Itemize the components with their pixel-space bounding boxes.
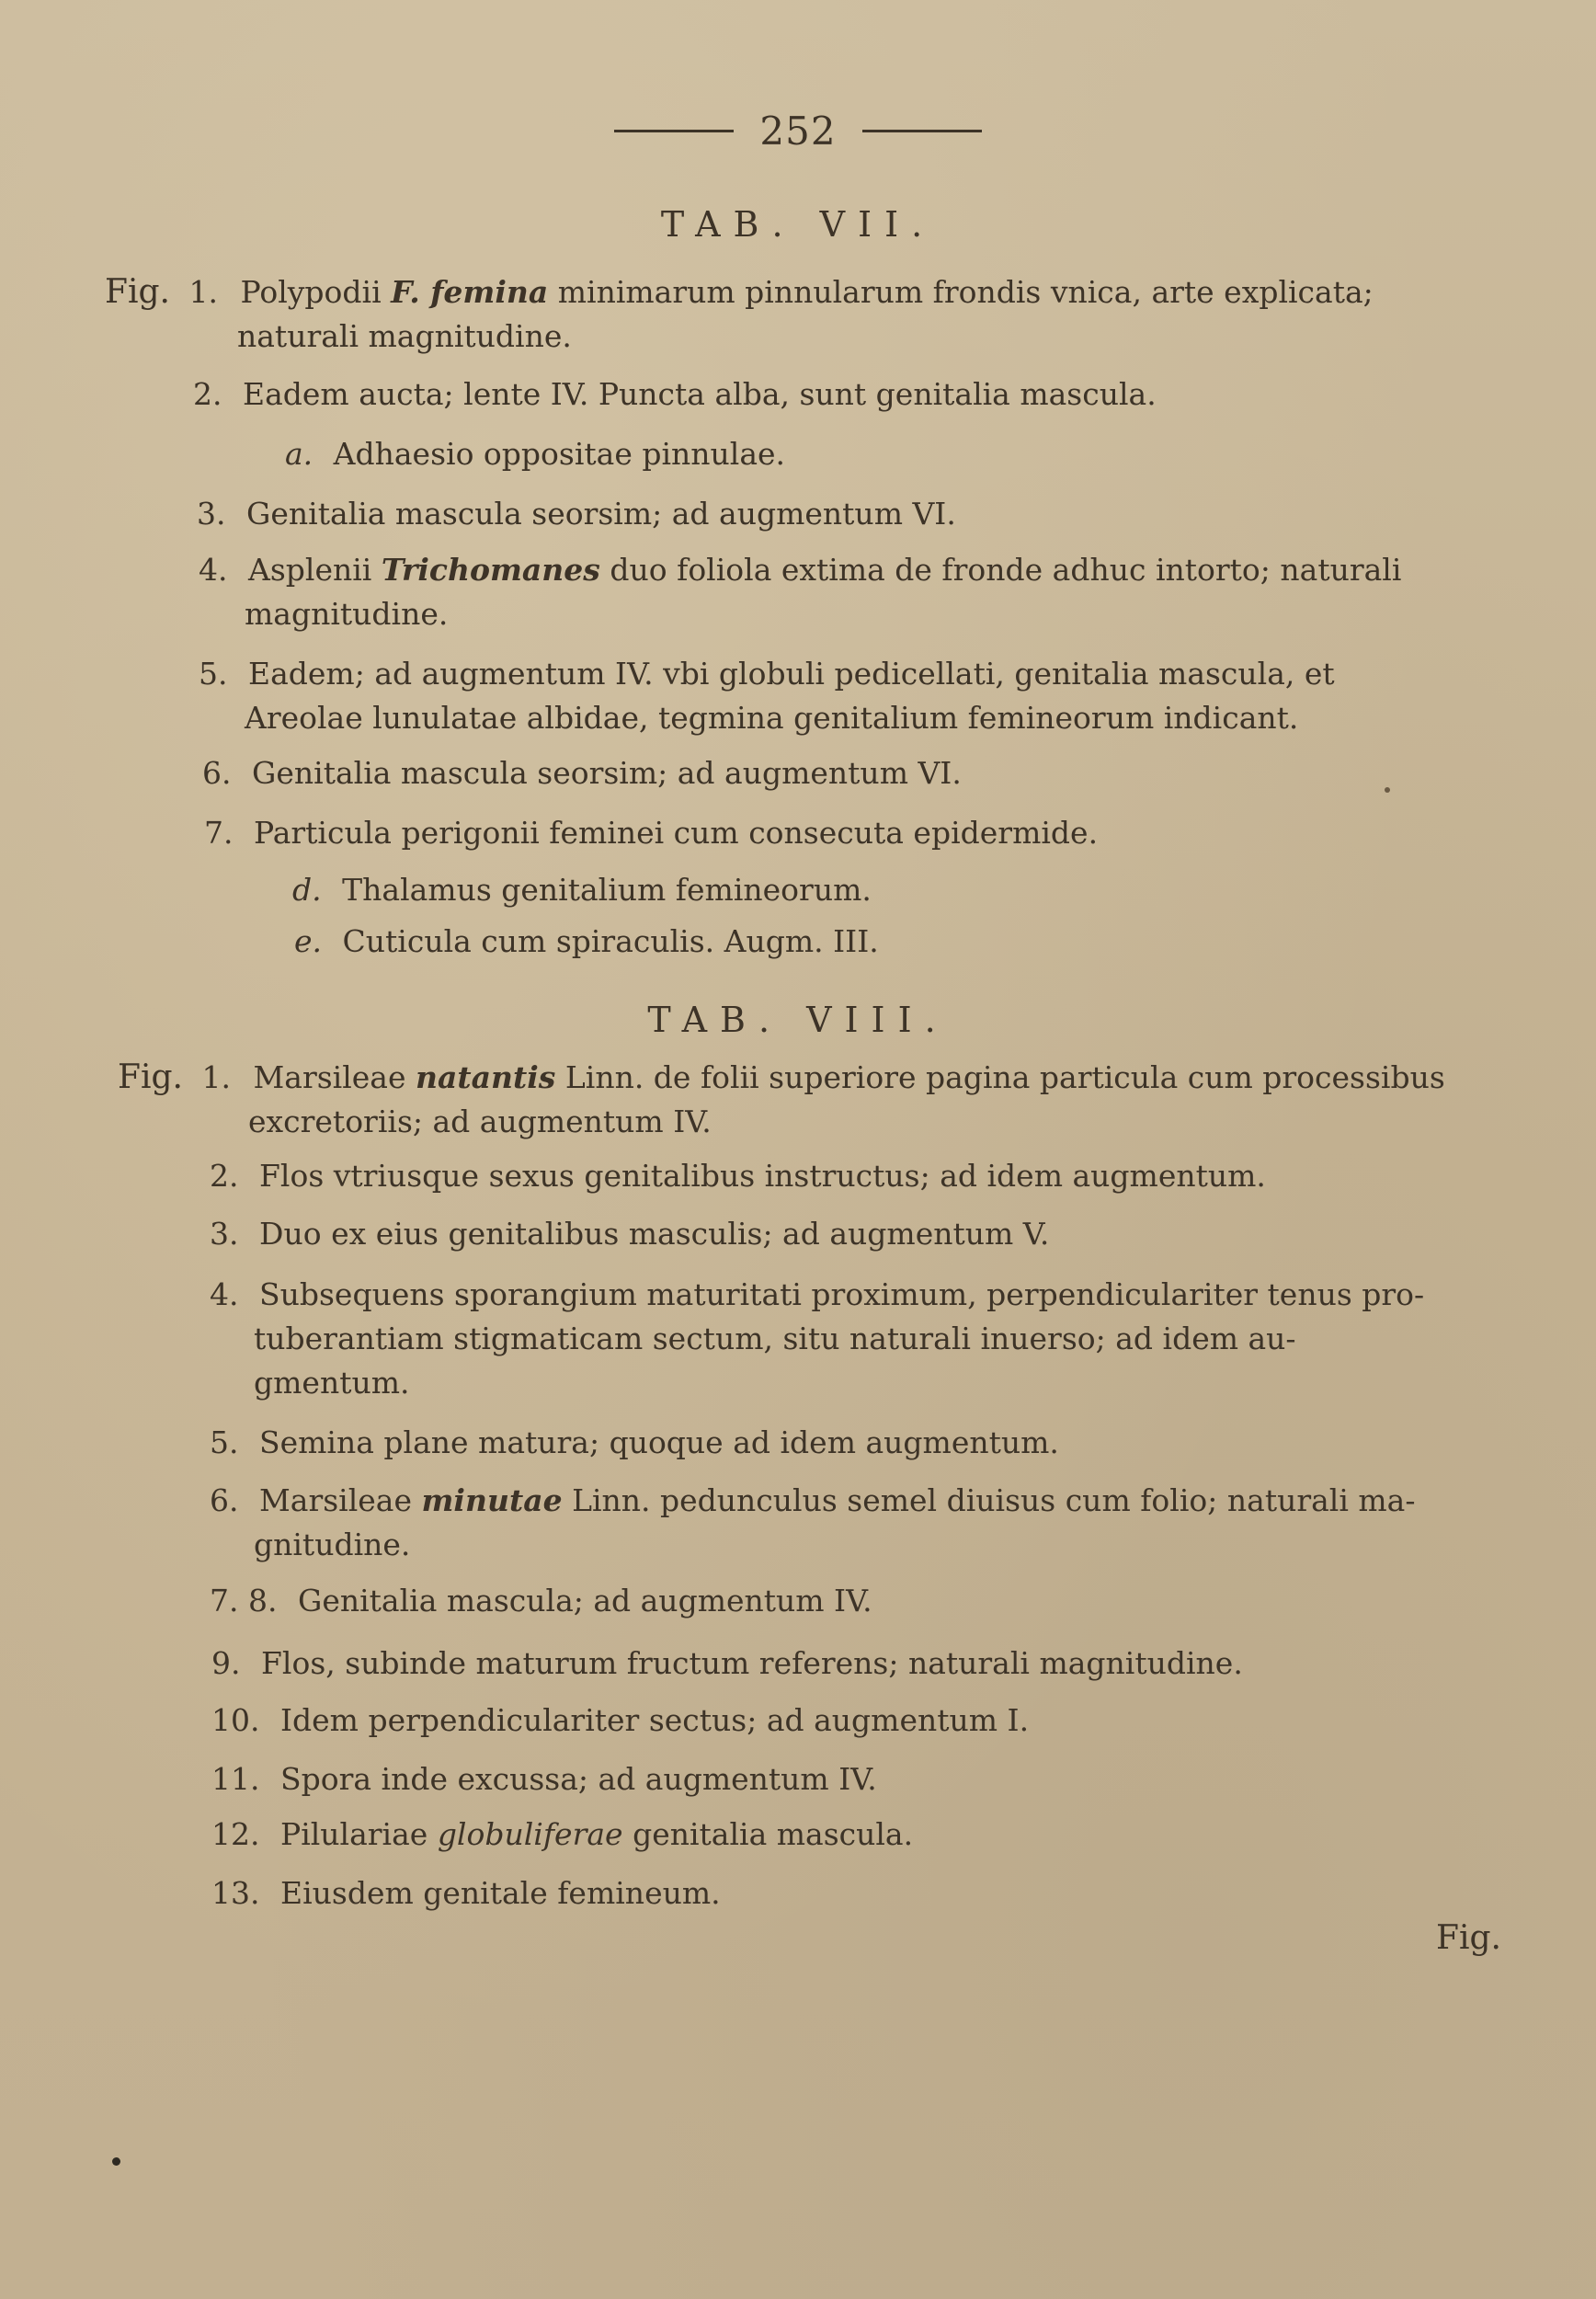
tab8-fig-12: 12. Pilulariae globuliferae genitalia mascula. [211, 1816, 914, 1852]
tab8-fig-13: 13. Eiusdem genitale femineum. [211, 1875, 721, 1911]
tab8-fig-4: 4. Subsequens sporangium maturitati proximum, perpendiculariter tenus pro- tuberantiam stigmaticam sectum, situ naturali inuerso; ad idem au- gmentum. [210, 1276, 1425, 1401]
tab8-fig-2: 2. Flos vtriusque sexus genitalibus instructus; ad idem augmentum. [210, 1158, 1266, 1194]
right-rule [862, 130, 982, 132]
ink-speck [1385, 787, 1390, 793]
tab7-fig-2: 2. Eadem aucta; lente IV. Puncta alba, sunt genitalia mascula. [193, 376, 1157, 412]
tab-vii-heading: TAB. VII. [660, 204, 936, 245]
tab8-fig-6: 6. Marsileae minutae Linn. pedunculus semel diuisus cum folio; naturali ma- gnitudine. [210, 1482, 1416, 1562]
tab7-fig-6: 6. Genitalia mascula seorsim; ad augmentum VI. [202, 755, 962, 791]
ink-spot [112, 2157, 120, 2166]
tab7-fig-4: 4. Asplenii Trichomanes duo foliola extima de fronde adhuc intorto; naturali magnitudine. [199, 552, 1402, 632]
tab8-fig-1: Fig. 1. Marsileae natantis Linn. de folii superiore pagina particula cum processibus excretoriis; ad augmentum IV. [118, 1058, 1445, 1139]
tab7-fig-7: 7. Particula perigonii feminei cum consecuta epidermide. [204, 815, 1099, 851]
tab7-fig-3: 3. Genitalia mascula seorsim; ad augmentum VI. [197, 496, 956, 532]
tab7-fig-5: 5. Eadem; ad augmentum IV. vbi globuli pedicellati, genitalia mascula, et Areolae lunulatae albidae, tegmina genitalium femineorum indicant. [199, 656, 1335, 736]
tab8-fig-9: 9. Flos, subinde maturum fructum referens; naturali magnitudine. [211, 1645, 1243, 1681]
tab8-fig-3: 3. Duo ex eius genitalibus masculis; ad augmentum V. [210, 1216, 1050, 1252]
tab7-fig-1: Fig. 1. Polypodii F. femina minimarum pinnularum frondis vnica, arte explicata; naturali magnitudine. [105, 273, 1374, 354]
tab7-sub-d: d. Thalamus genitalium femineorum. [292, 872, 872, 908]
left-rule [614, 130, 734, 132]
tab-viii-heading: TAB. VIII. [647, 1000, 949, 1040]
catchword: Fig. [1436, 1919, 1501, 1957]
page-number: 252 [0, 109, 1596, 154]
tab8-fig-10: 10. Idem perpendiculariter sectus; ad augmentum I. [211, 1702, 1030, 1738]
tab8-fig-7-8: 7. 8. Genitalia mascula; ad augmentum IV. [210, 1583, 872, 1618]
tab8-fig-5: 5. Semina plane matura; quoque ad idem augmentum. [210, 1424, 1059, 1460]
tab7-sub-a: a. Adhaesio oppositae pinnulae. [285, 436, 786, 472]
tab8-fig-11: 11. Spora inde excussa; ad augmentum IV. [211, 1761, 877, 1797]
tab7-sub-e: e. Cuticula cum spiraculis. Augm. III. [294, 923, 879, 959]
